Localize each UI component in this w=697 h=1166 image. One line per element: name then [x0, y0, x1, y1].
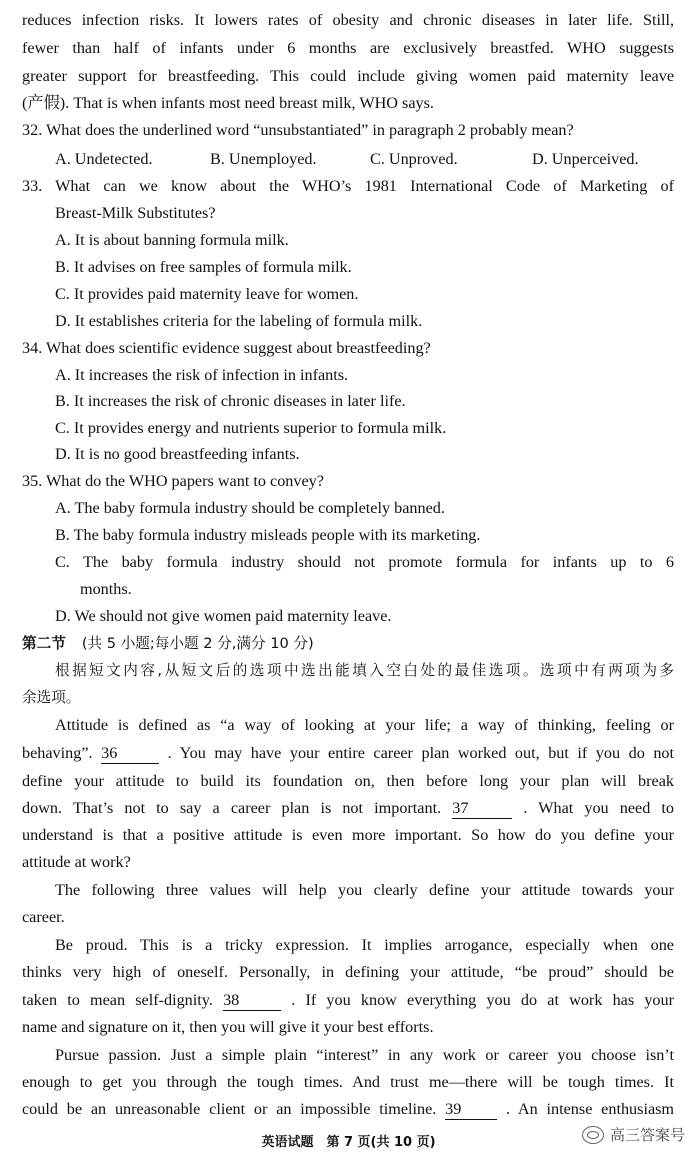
text-segment: behaving”. [22, 744, 93, 762]
option-b: B. It increases the risk of chronic diseases in later life. [55, 392, 406, 410]
text-segment: taken to mean self-dignity. [22, 991, 213, 1009]
text-segment: . What you need to [523, 799, 674, 817]
paragraph-line: Pursue passion. Just a simple plain “interest” in any work or career you choose isn’t [55, 1046, 674, 1064]
question-35-stem: 35. What do the WHO papers want to convey? [22, 472, 324, 490]
publisher-logo [582, 1124, 685, 1145]
question-33-stem: 33. What can we know about the WHO’s 1981 International Code of Marketing of [22, 177, 674, 195]
text-segment: . An intense enthusiasm [505, 1100, 675, 1118]
passage-line: greater support for breastfeeding. This could include giving women paid maternity leave [22, 67, 674, 85]
option-c-cont: months. [80, 580, 132, 598]
question-32-stem: 32. What does the underlined word “unsubstantiated” in paragraph 2 probably mean? [22, 121, 574, 139]
section-title: 第二节 [22, 635, 66, 652]
blank-37: 37 [452, 798, 512, 819]
option-a: A. Undetected. [55, 150, 153, 168]
section-instruction-cont: 余选项。 [22, 689, 81, 706]
option-a: A. It is about banning formula milk. [55, 231, 289, 249]
paragraph-line [22, 743, 674, 764]
question-34-stem: 34. What does scientific evidence suggest about breastfeeding? [22, 339, 431, 357]
option-c: C. The baby formula industry should not promote formula for infants up to 6 [55, 553, 674, 571]
option-b: B. The baby formula industry misleads people with its marketing. [55, 526, 481, 544]
section-meta: (共 5 小题;每小题 2 分,满分 10 分) [81, 635, 314, 652]
paragraph-line [22, 990, 674, 1011]
option-d: D. It establishes criteria for the labeling of formula milk. [55, 312, 423, 330]
paragraph-line: name and signature on it, then you will give it your best efforts. [22, 1018, 434, 1036]
option-b: B. Unemployed. [210, 150, 317, 168]
paragraph-line: thinks very high of oneself. Personally, in defining your attitude, “be proud” should be [22, 963, 674, 981]
blank-39: 39 [445, 1099, 497, 1120]
page-footer: 英语试题 第 7 页(共 10 页) [261, 1135, 436, 1150]
option-d: D. We should not give women paid maternity leave. [55, 607, 392, 625]
passage-line: fewer than half of infants under 6 months are exclusively breastfed. WHO suggests [22, 39, 674, 57]
paragraph-line: The following three values will help you clearly define your attitude towards your [55, 881, 674, 899]
paragraph-line: understand is that a positive attitude is even more important. So how do you define your [22, 826, 674, 844]
option-b: B. It advises on free samples of formula milk. [55, 258, 352, 276]
passage-line: reduces infection risks. It lowers rates of obesity and chronic diseases in later life. Still, [22, 11, 674, 29]
text-segment: down. That’s not to say a career plan is not important. [22, 799, 442, 817]
question-33-stem-cont: Breast-Milk Substitutes? [55, 204, 216, 222]
passage-line: (产假). That is when infants most need breast milk, WHO says. [22, 94, 434, 112]
logo-text: 高三答案号 [609, 1126, 685, 1144]
text-segment: . You may have your entire career plan worked out, but if you do not [167, 744, 675, 762]
blank-36: 36 [101, 743, 159, 764]
paragraph-line [22, 1099, 674, 1120]
paragraph-line [22, 798, 674, 819]
option-d: D. Unperceived. [532, 150, 639, 168]
paragraph-line: Attitude is defined as “a way of looking at your life; a way of thinking, feeling or [55, 716, 674, 734]
option-d: D. It is no good breastfeeding infants. [55, 445, 300, 463]
option-a: A. The baby formula industry should be completely banned. [55, 499, 445, 517]
paragraph-line: career. [22, 908, 65, 926]
wechat-icon [582, 1126, 604, 1144]
paragraph-line: define your attitude to build its foundation on, then before long your plan will break [22, 772, 674, 790]
paragraph-line: attitude at work? [22, 853, 131, 871]
section-header [22, 633, 674, 654]
text-segment: . If you know everything you do at work has your [291, 991, 675, 1009]
text-segment: could be an unreasonable client or an impossible timeline. [22, 1100, 437, 1118]
option-a: A. It increases the risk of infection in infants. [55, 366, 349, 384]
paragraph-line: Be proud. This is a tricky expression. It implies arrogance, especially when one [55, 936, 674, 954]
section-instruction: 根据短文内容,从短文后的选项中选出能填入空白处的最佳选项。选项中有两项为多 [55, 662, 674, 679]
option-c: C. Unproved. [370, 150, 458, 168]
blank-38: 38 [223, 990, 281, 1011]
option-c: C. It provides paid maternity leave for women. [55, 285, 359, 303]
paragraph-line: enough to get you through the tough times. And trust me—there will be tough times. It [22, 1073, 674, 1091]
option-c: C. It provides energy and nutrients superior to formula milk. [55, 419, 447, 437]
